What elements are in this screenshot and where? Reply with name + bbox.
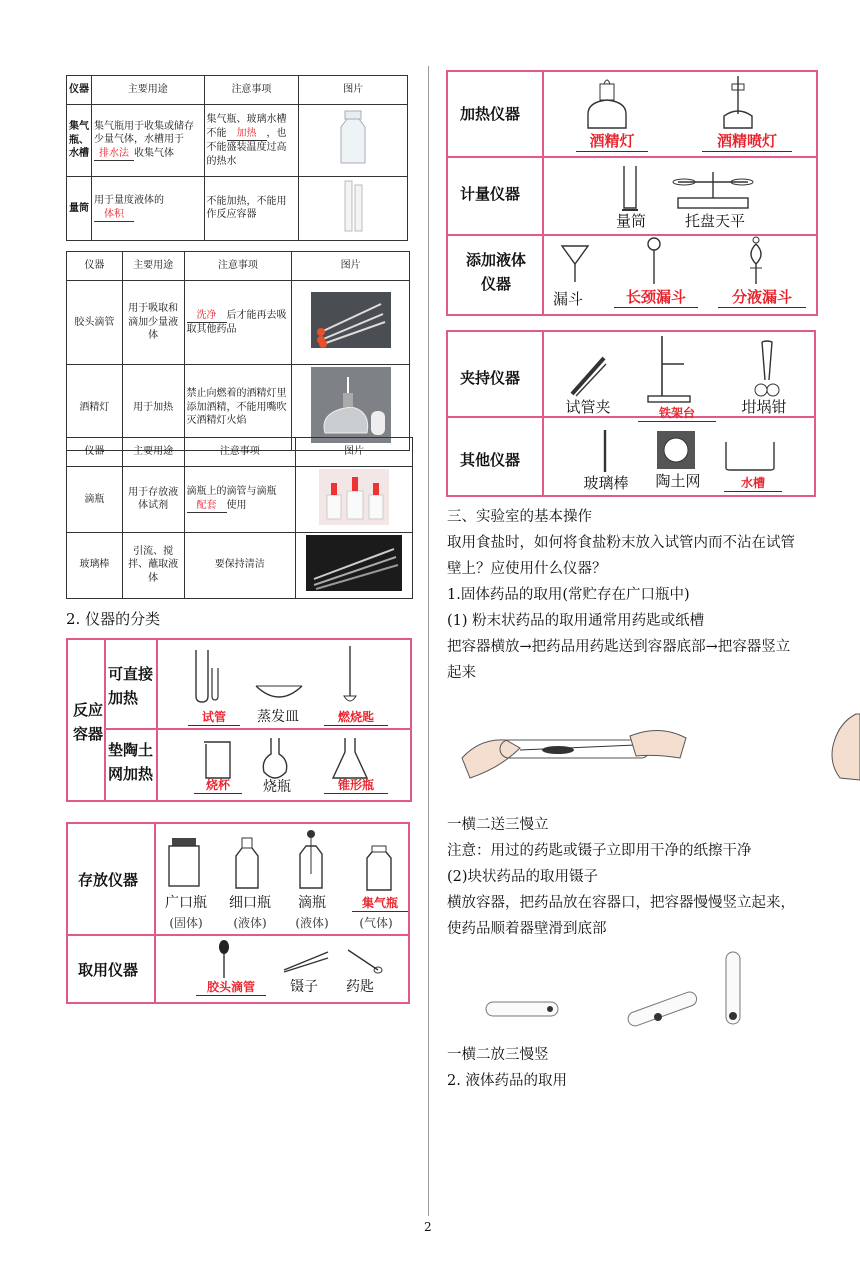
paragraph: 1.固体药品的取用(常贮存在广口瓶中) [447,587,690,603]
item-label: 托盘天平 [684,212,745,230]
paragraph: 横放容器，把药品放在容器口，把容器慢慢竖立起来，使药品顺着器壁滑到底部 [447,895,795,937]
item-label: 燃烧匙 [324,708,388,726]
item-label: 陶土网 [655,472,701,490]
item-label: 胶头滴管 [196,978,266,996]
col-header: 注意事项 [184,252,292,281]
category-storage: 存放仪器 [78,871,139,889]
rubber-dropper-icon [216,940,232,980]
dropping-bottle-icon [296,828,326,890]
category-direct-heat: 可直接加热 [108,665,154,707]
item-label: 试管夹 [565,398,611,416]
item-label: 集气瓶 [352,894,408,912]
tweezers-icon [282,950,330,974]
category-heating: 加热仪器 [460,105,521,123]
item-sublabel: (固体) [169,916,203,930]
item-label: 烧瓶 [263,779,291,795]
test-tube-holder-icon [568,354,608,398]
instrument-name: 胶头滴管 [67,281,123,365]
item-label: 漏斗 [552,290,583,308]
water-trough-icon [724,440,776,472]
medicine-spoon-icon [344,946,384,976]
col-header: 主要用途 [122,252,184,281]
mnemonic: 一横二放三慢竖 [447,1047,549,1063]
item-label: 烧杯 [194,776,242,794]
dropping-bottle-photo [296,467,413,533]
item-label: 药匙 [346,979,374,995]
item-label: 坩埚钳 [741,398,787,416]
instrument-name: 滴瓶 [67,467,123,533]
col-header: 仪器 [67,76,92,105]
item-label: 广口瓶 [165,895,207,911]
item-label: 水槽 [724,474,782,492]
instrument-note: 不能加热，不能用作反应容器 [204,177,299,241]
separatory-funnel-icon [744,236,768,286]
item-label: 量筒 [615,212,646,230]
panel-main-category: 反应容器 [72,701,103,743]
instrument-use: 用于量度液体的 体积 [92,177,205,241]
instrument-name: 玻璃棒 [67,532,123,598]
beaker-icon [202,740,232,780]
category-adding-liquid: 添加液体仪器 [466,251,527,293]
item-label: 玻璃棒 [583,474,629,492]
column-divider [428,66,429,1216]
instrument-use: 引流、搅拌、蘸取液体 [122,532,184,598]
item-sublabel: (液体) [295,916,329,930]
gas-jar-icon [364,844,394,892]
alcohol-blowtorch-icon [714,74,764,130]
category-take: 取用仪器 [78,961,139,979]
storage-take-panel [66,822,410,1004]
mnemonic: 一横二送三慢立 [447,817,549,833]
instrument-note: 洗净 后才能再去吸取其他药品 [184,281,292,365]
iron-stand-icon [644,334,694,404]
category-measuring: 计量仪器 [460,185,521,203]
category-other: 其他仪器 [460,451,521,469]
category-mesh-heat: 垫陶土网加热 [108,741,154,783]
item-label: 长颈漏斗 [614,286,698,308]
gas-bottle-photo [299,105,408,177]
heating-measuring-panel [446,70,818,316]
item-label: 锥形瓶 [324,776,388,794]
block-loading-illustration [482,948,752,1038]
item-label: 镊子 [290,979,318,995]
reaction-container-panel [66,638,412,802]
crucible-tongs-icon [752,340,782,400]
test-tube-icon [192,648,222,704]
item-label: 蒸发皿 [257,709,299,725]
narrow-mouth-bottle-icon [232,836,262,890]
item-label: 酒精喷灯 [702,130,792,152]
item-sublabel: (液体) [233,916,267,930]
item-label: 酒精灯 [576,130,648,152]
paragraph: (1) 粉末状药品的取用通常用药匙或纸槽 [447,613,705,629]
alcohol-lamp-icon [582,76,632,130]
long-neck-funnel-icon [644,236,664,286]
col-header: 图片 [299,76,408,105]
wide-mouth-bottle-icon [166,836,202,888]
section-heading: 2. 液体药品的取用 [447,1073,567,1089]
powder-loading-illustration [460,718,690,788]
col-header: 图片 [292,252,410,281]
ceramic-mesh-icon [656,430,696,470]
instrument-use: 用于存放液体试剂 [122,467,184,533]
paragraph: 取用食盐时，如何将食盐粉末放入试管内而不沾在试管壁上？应使用什么仪器？ [447,535,795,577]
paragraph: 注意：用过的药匙或镊子立即用干净的纸擦干净 [447,843,752,859]
instrument-table-1 [66,75,408,241]
col-header: 仪器 [67,438,123,467]
section-heading: 三、实验室的基本操作 [447,509,592,525]
item-label: 试管 [188,708,240,726]
funnel-icon [560,244,590,284]
evaporating-dish-icon [254,680,304,704]
instrument-note: 滴瓶上的滴管与滴瓶 配套 使用 [184,467,296,533]
glass-rod-icon [600,428,610,474]
instrument-note: 禁止向燃着的酒精灯里添加酒精，不能用嘴吹灭酒精灯火焰 [184,365,292,451]
instrument-table-3 [66,437,413,599]
paragraph: (2)块状药品的取用镊子 [447,869,599,885]
section-title: 2. 仪器的分类 [66,610,161,628]
combustion-spoon-icon [340,644,360,708]
instrument-name: 酒精灯 [67,365,123,451]
category-clamping: 夹持仪器 [460,369,521,387]
col-header: 注意事项 [204,76,299,105]
instrument-use: 集气瓶用于收集或储存少量气体，水槽用于排水法 收集气体 [92,105,205,177]
instrument-note: 要保持清洁 [184,532,296,598]
col-header: 主要用途 [92,76,205,105]
instrument-note: 集气瓶、玻璃水槽不能 加热 ，也不能盛装温度过高的热水 [204,105,299,177]
item-label: 铁架台 [638,404,716,422]
instrument-table-2 [66,251,410,451]
balance-icon [670,168,756,212]
item-label: 细口瓶 [229,895,271,911]
instrument-name: 集气瓶、水槽 [67,105,92,177]
col-header: 注意事项 [184,438,296,467]
item-sublabel: (气体) [359,916,393,930]
item-label: 分液漏斗 [718,286,806,308]
hand-partial-illustration [820,712,860,782]
clamping-other-panel [446,330,816,497]
dropper-photo [292,281,410,365]
item-label: 滴瓶 [298,895,326,911]
graduated-cylinder-icon [620,164,640,214]
col-header: 主要用途 [122,438,184,467]
glass-rod-photo [296,532,413,598]
paragraph: 把容器横放→把药品用药匙送到容器底部→把容器竖立起来 [447,639,791,681]
instrument-use: 用于加热 [122,365,184,451]
instrument-name: 量筒 [67,177,92,241]
page-number: 2 [424,1220,432,1234]
instrument-use: 用于吸取和滴加少量液体 [122,281,184,365]
col-header: 图片 [296,438,413,467]
col-header: 仪器 [67,252,123,281]
cylinder-photo [299,177,408,241]
